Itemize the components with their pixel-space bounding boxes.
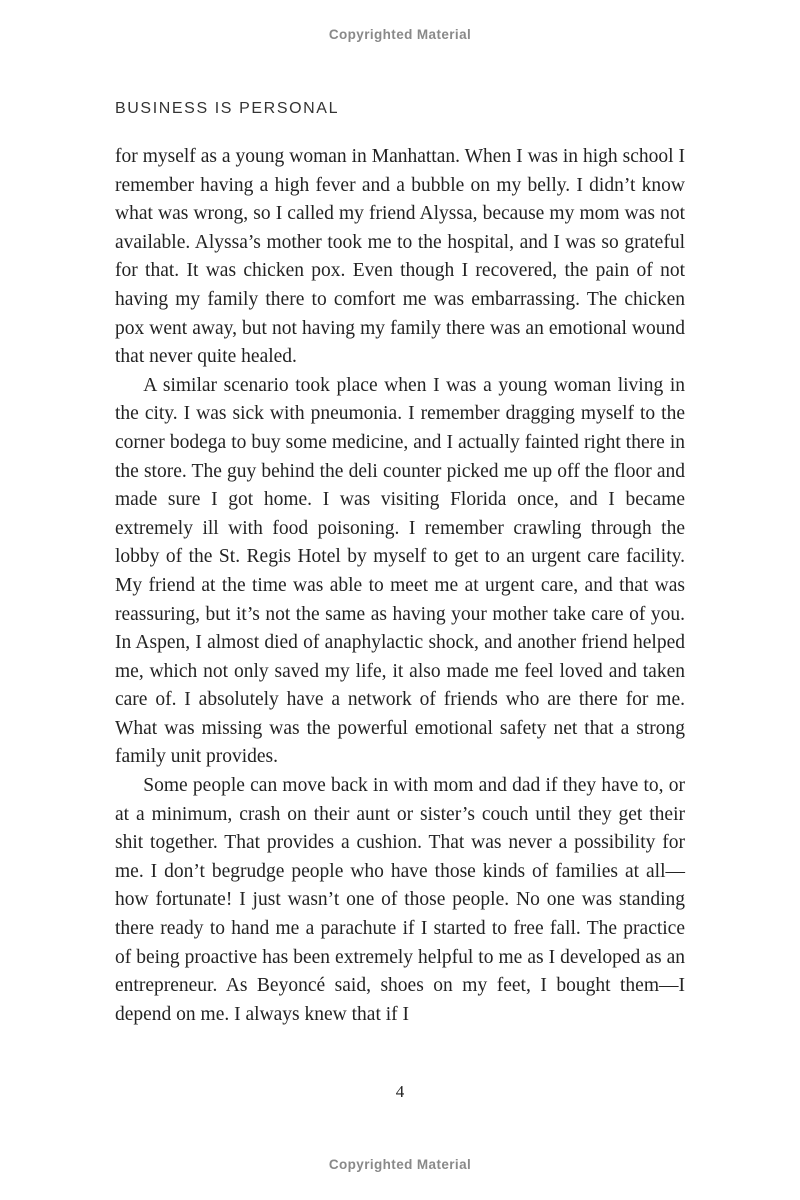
running-header: BUSINESS IS PERSONAL [115, 100, 340, 117]
body-text-block [115, 143, 685, 1029]
page-number: 4 [395, 1082, 405, 1101]
body-paragraph: Some people can move back in with mom and dad if they have to, or at a minimum, crash on their aunt or sister’s couch until they get their shit together. That provides a cushion. That was never a possibility for me. I don’t begrudge people who have those kinds of families at all—how fortunate! I just wasn’t one of those people. No one was standing there ready to hand me a parachute if I started to free fall. The practice of being proactive has been extremely helpful to me as I developed as an entrepreneur. As Beyoncé said, shoes on my feet, I bought them—I depend on me. I always knew that if I [115, 775, 685, 1025]
body-paragraph: for myself as a young woman in Manhattan. When I was in high school I remember having a high fever and a bubble on my belly. I didn’t know what was wrong, so I called my friend Alyssa, because my mom was not available. Alyssa’s mother took me to the hospital, and I was so grateful for that. It was chicken pox. Even though I recovered, the pain of not having my family there to comfort me was embarrassing. The chicken pox went away, but not having my family there was an emotional wound that never quite healed. [115, 146, 685, 368]
copyright-notice-top: Copyrighted Material [328, 27, 472, 42]
copyright-notice-bottom: Copyrighted Material [328, 1157, 472, 1172]
body-paragraph: A similar scenario took place when I was a young woman living in the city. I was sick with pneumonia. I remember dragging myself to the corner bodega to buy some medicine, and I actually fainted right there in the store. The guy behind the deli counter picked me up off the floor and made sure I got home. I was visiting Florida once, and I became extremely ill with food poisoning. I remember crawling through the lobby of the St. Regis Hotel by myself to get to an urgent care facility. My friend at the time was able to meet me at urgent care, and that was reassuring, but it’s not the same as having your mother take care of you. In Aspen, I almost died of anaphylactic shock, and another friend helped me, which not only saved my life, it also made me feel loved and taken care of. I absolutely have a network of friends who are there for me. What was missing was the powerful emotional safety net that a strong family unit provides. [115, 374, 685, 768]
